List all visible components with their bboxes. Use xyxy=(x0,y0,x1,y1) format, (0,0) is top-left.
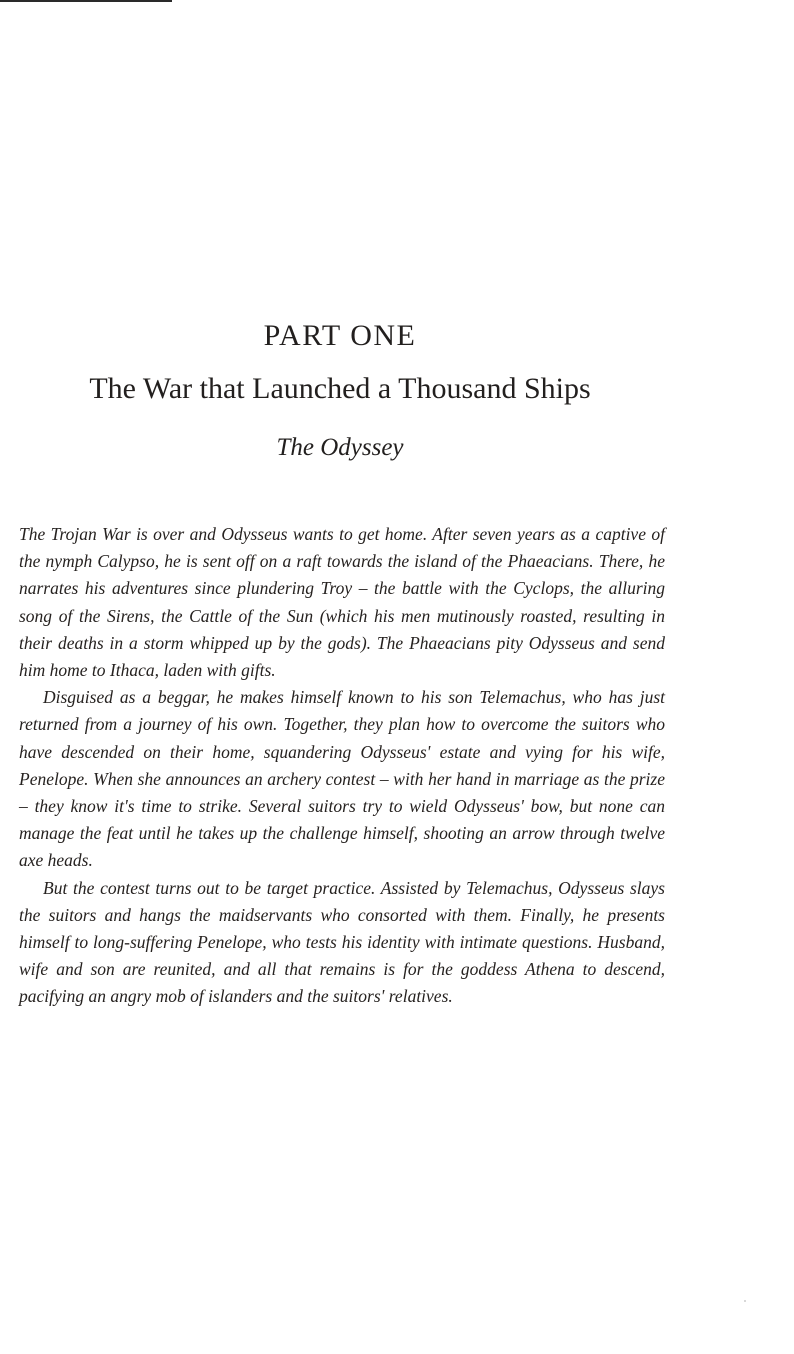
synopsis-paragraph: Disguised as a beggar, he makes himself known to his son Telemachus, who has just returned from a journey of his own. Together, they plan how to overcome the suitors who have descended on their home, squandering Odysseus' estate and vying for his wife, Penelope. When she announces an archery contest – with her hand in marriage as the prize – they know it's time to strike. Several suitors try to wield Odysseus' bow, but none can manage the feat until he takes up the challenge himself, shooting an arrow through twelve axe heads. xyxy=(19,687,665,871)
part-label: PART ONE xyxy=(263,319,417,352)
work-title: The Odyssey xyxy=(276,434,404,461)
page-speck xyxy=(744,1300,746,1302)
part-title: The War that Launched a Thousand Ships xyxy=(89,372,591,405)
synopsis-paragraph: But the contest turns out to be target practice. Assisted by Telemachus, Odysseus slays the suitors and hangs the maidservants who consorted with them. Finally, he presents himself to long-suffering Penelope, who tests his identity with intimate questions. Husband, wife and son are reunited, and all that remains is for the goddess Athena to descend, pacifying an angry mob of islanders and the suitors' relatives. xyxy=(19,877,665,1007)
top-rule xyxy=(0,0,172,2)
synopsis-paragraph: The Trojan War is over and Odysseus wants to get home. After seven years as a captive of the nymph Calypso, he is sent off on a raft towards the island of the Phaeacians. There, he narrates his adventures since plundering Troy – the battle with the Cyclops, the alluring song of the Sirens, the Cattle of the Sun (which his men mutinously roasted, resulting in their deaths in a storm whipped up by the gods). The Phaeacians pity Odysseus and send him home to Ithaca, laden with gifts. xyxy=(19,524,665,681)
synopsis-body xyxy=(19,521,665,1011)
